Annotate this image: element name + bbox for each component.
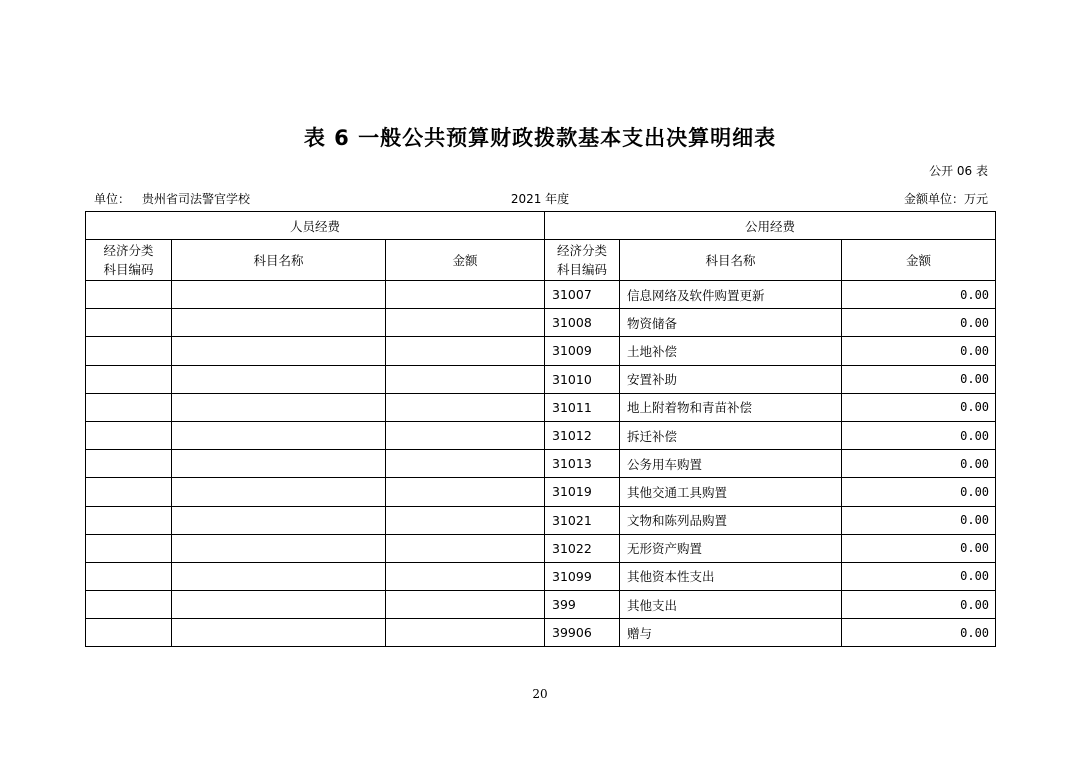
header-code-line2: 科目编码 bbox=[103, 262, 154, 277]
empty-cell bbox=[86, 562, 172, 590]
unit-label: 单位： bbox=[94, 192, 131, 206]
code-cell: 31021 bbox=[545, 506, 620, 534]
code-cell: 31019 bbox=[545, 478, 620, 506]
empty-cell bbox=[86, 309, 172, 337]
code-cell: 31007 bbox=[545, 281, 620, 309]
amount-cell: 0.00 bbox=[842, 562, 996, 590]
name-cell: 文物和陈列品购置 bbox=[620, 506, 842, 534]
expenditure-table bbox=[85, 211, 996, 647]
empty-cell bbox=[172, 506, 386, 534]
empty-cell bbox=[172, 450, 386, 478]
empty-cell bbox=[172, 309, 386, 337]
empty-cell bbox=[172, 534, 386, 562]
table-row bbox=[86, 562, 996, 590]
header-amount-left: 金额 bbox=[386, 240, 545, 281]
name-cell: 物资储备 bbox=[620, 309, 842, 337]
code-cell: 31009 bbox=[545, 337, 620, 365]
table-row bbox=[86, 281, 996, 309]
empty-cell bbox=[386, 309, 545, 337]
header-public: 公用经费 bbox=[545, 212, 996, 240]
empty-cell bbox=[386, 478, 545, 506]
empty-cell bbox=[86, 534, 172, 562]
table-row bbox=[86, 421, 996, 449]
fiscal-year: 2021 年度 bbox=[510, 192, 570, 206]
name-cell: 赠与 bbox=[620, 619, 842, 647]
table-row bbox=[86, 337, 996, 365]
empty-cell bbox=[386, 591, 545, 619]
amount-cell: 0.00 bbox=[842, 393, 996, 421]
code-cell: 31099 bbox=[545, 562, 620, 590]
empty-cell bbox=[86, 421, 172, 449]
table-row bbox=[86, 478, 996, 506]
empty-cell bbox=[172, 281, 386, 309]
amount-cell: 0.00 bbox=[842, 534, 996, 562]
table-row bbox=[86, 591, 996, 619]
unit-value: 贵州省司法警官学校 bbox=[142, 192, 251, 206]
table-row bbox=[86, 619, 996, 647]
name-cell: 信息网络及软件购置更新 bbox=[620, 281, 842, 309]
table-row bbox=[86, 506, 996, 534]
header-column-row bbox=[86, 240, 996, 281]
name-cell: 拆迁补偿 bbox=[620, 421, 842, 449]
empty-cell bbox=[386, 421, 545, 449]
empty-cell bbox=[86, 591, 172, 619]
code-cell: 39906 bbox=[545, 619, 620, 647]
empty-cell bbox=[86, 506, 172, 534]
header-name-right: 科目名称 bbox=[620, 240, 842, 281]
header-group-row bbox=[86, 212, 996, 240]
empty-cell bbox=[86, 619, 172, 647]
empty-cell bbox=[172, 591, 386, 619]
code-cell: 31008 bbox=[545, 309, 620, 337]
header-code-left bbox=[86, 240, 172, 281]
empty-cell bbox=[172, 421, 386, 449]
amount-unit: 金额单位：万元 bbox=[903, 192, 988, 206]
header-name-left: 科目名称 bbox=[172, 240, 386, 281]
name-cell: 其他支出 bbox=[620, 591, 842, 619]
empty-cell bbox=[386, 619, 545, 647]
empty-cell bbox=[86, 281, 172, 309]
empty-cell bbox=[386, 365, 545, 393]
empty-cell bbox=[86, 478, 172, 506]
empty-cell bbox=[86, 365, 172, 393]
empty-cell bbox=[86, 450, 172, 478]
code-cell: 31010 bbox=[545, 365, 620, 393]
page-number: 20 bbox=[532, 687, 548, 701]
amount-cell: 0.00 bbox=[842, 337, 996, 365]
table-row bbox=[86, 450, 996, 478]
name-cell: 其他资本性支出 bbox=[620, 562, 842, 590]
empty-cell bbox=[172, 562, 386, 590]
code-cell: 399 bbox=[545, 591, 620, 619]
name-cell: 公务用车购置 bbox=[620, 450, 842, 478]
empty-cell bbox=[386, 534, 545, 562]
empty-cell bbox=[86, 337, 172, 365]
name-cell: 地上附着物和青苗补偿 bbox=[620, 393, 842, 421]
amount-cell: 0.00 bbox=[842, 309, 996, 337]
empty-cell bbox=[386, 506, 545, 534]
name-cell: 其他交通工具购置 bbox=[620, 478, 842, 506]
empty-cell bbox=[172, 365, 386, 393]
header-code-line1: 经济分类 bbox=[557, 243, 608, 258]
empty-cell bbox=[86, 393, 172, 421]
amount-cell: 0.00 bbox=[842, 619, 996, 647]
code-cell: 31022 bbox=[545, 534, 620, 562]
header-code-line2: 科目编码 bbox=[557, 262, 608, 277]
empty-cell bbox=[386, 337, 545, 365]
empty-cell bbox=[386, 562, 545, 590]
code-cell: 31013 bbox=[545, 450, 620, 478]
amount-cell: 0.00 bbox=[842, 591, 996, 619]
amount-cell: 0.00 bbox=[842, 478, 996, 506]
empty-cell bbox=[172, 619, 386, 647]
header-personnel: 人员经费 bbox=[86, 212, 545, 240]
amount-cell: 0.00 bbox=[842, 281, 996, 309]
header-code-line1: 经济分类 bbox=[103, 243, 154, 258]
table-row bbox=[86, 393, 996, 421]
empty-cell bbox=[172, 393, 386, 421]
name-cell: 无形资产购置 bbox=[620, 534, 842, 562]
amount-cell: 0.00 bbox=[842, 421, 996, 449]
amount-cell: 0.00 bbox=[842, 506, 996, 534]
document-title: 表 6 一般公共预算财政拨款基本支出决算明细表 bbox=[303, 126, 777, 150]
empty-cell bbox=[386, 393, 545, 421]
amount-cell: 0.00 bbox=[842, 365, 996, 393]
name-cell: 安置补助 bbox=[620, 365, 842, 393]
code-cell: 31011 bbox=[545, 393, 620, 421]
empty-cell bbox=[172, 478, 386, 506]
header-amount-right: 金额 bbox=[842, 240, 996, 281]
form-code: 公开 06 表 bbox=[929, 164, 988, 178]
amount-cell: 0.00 bbox=[842, 450, 996, 478]
name-cell: 土地补偿 bbox=[620, 337, 842, 365]
empty-cell bbox=[386, 450, 545, 478]
empty-cell bbox=[386, 281, 545, 309]
header-code-right bbox=[545, 240, 620, 281]
code-cell: 31012 bbox=[545, 421, 620, 449]
table-row bbox=[86, 309, 996, 337]
table-row bbox=[86, 365, 996, 393]
empty-cell bbox=[172, 337, 386, 365]
table-row bbox=[86, 534, 996, 562]
